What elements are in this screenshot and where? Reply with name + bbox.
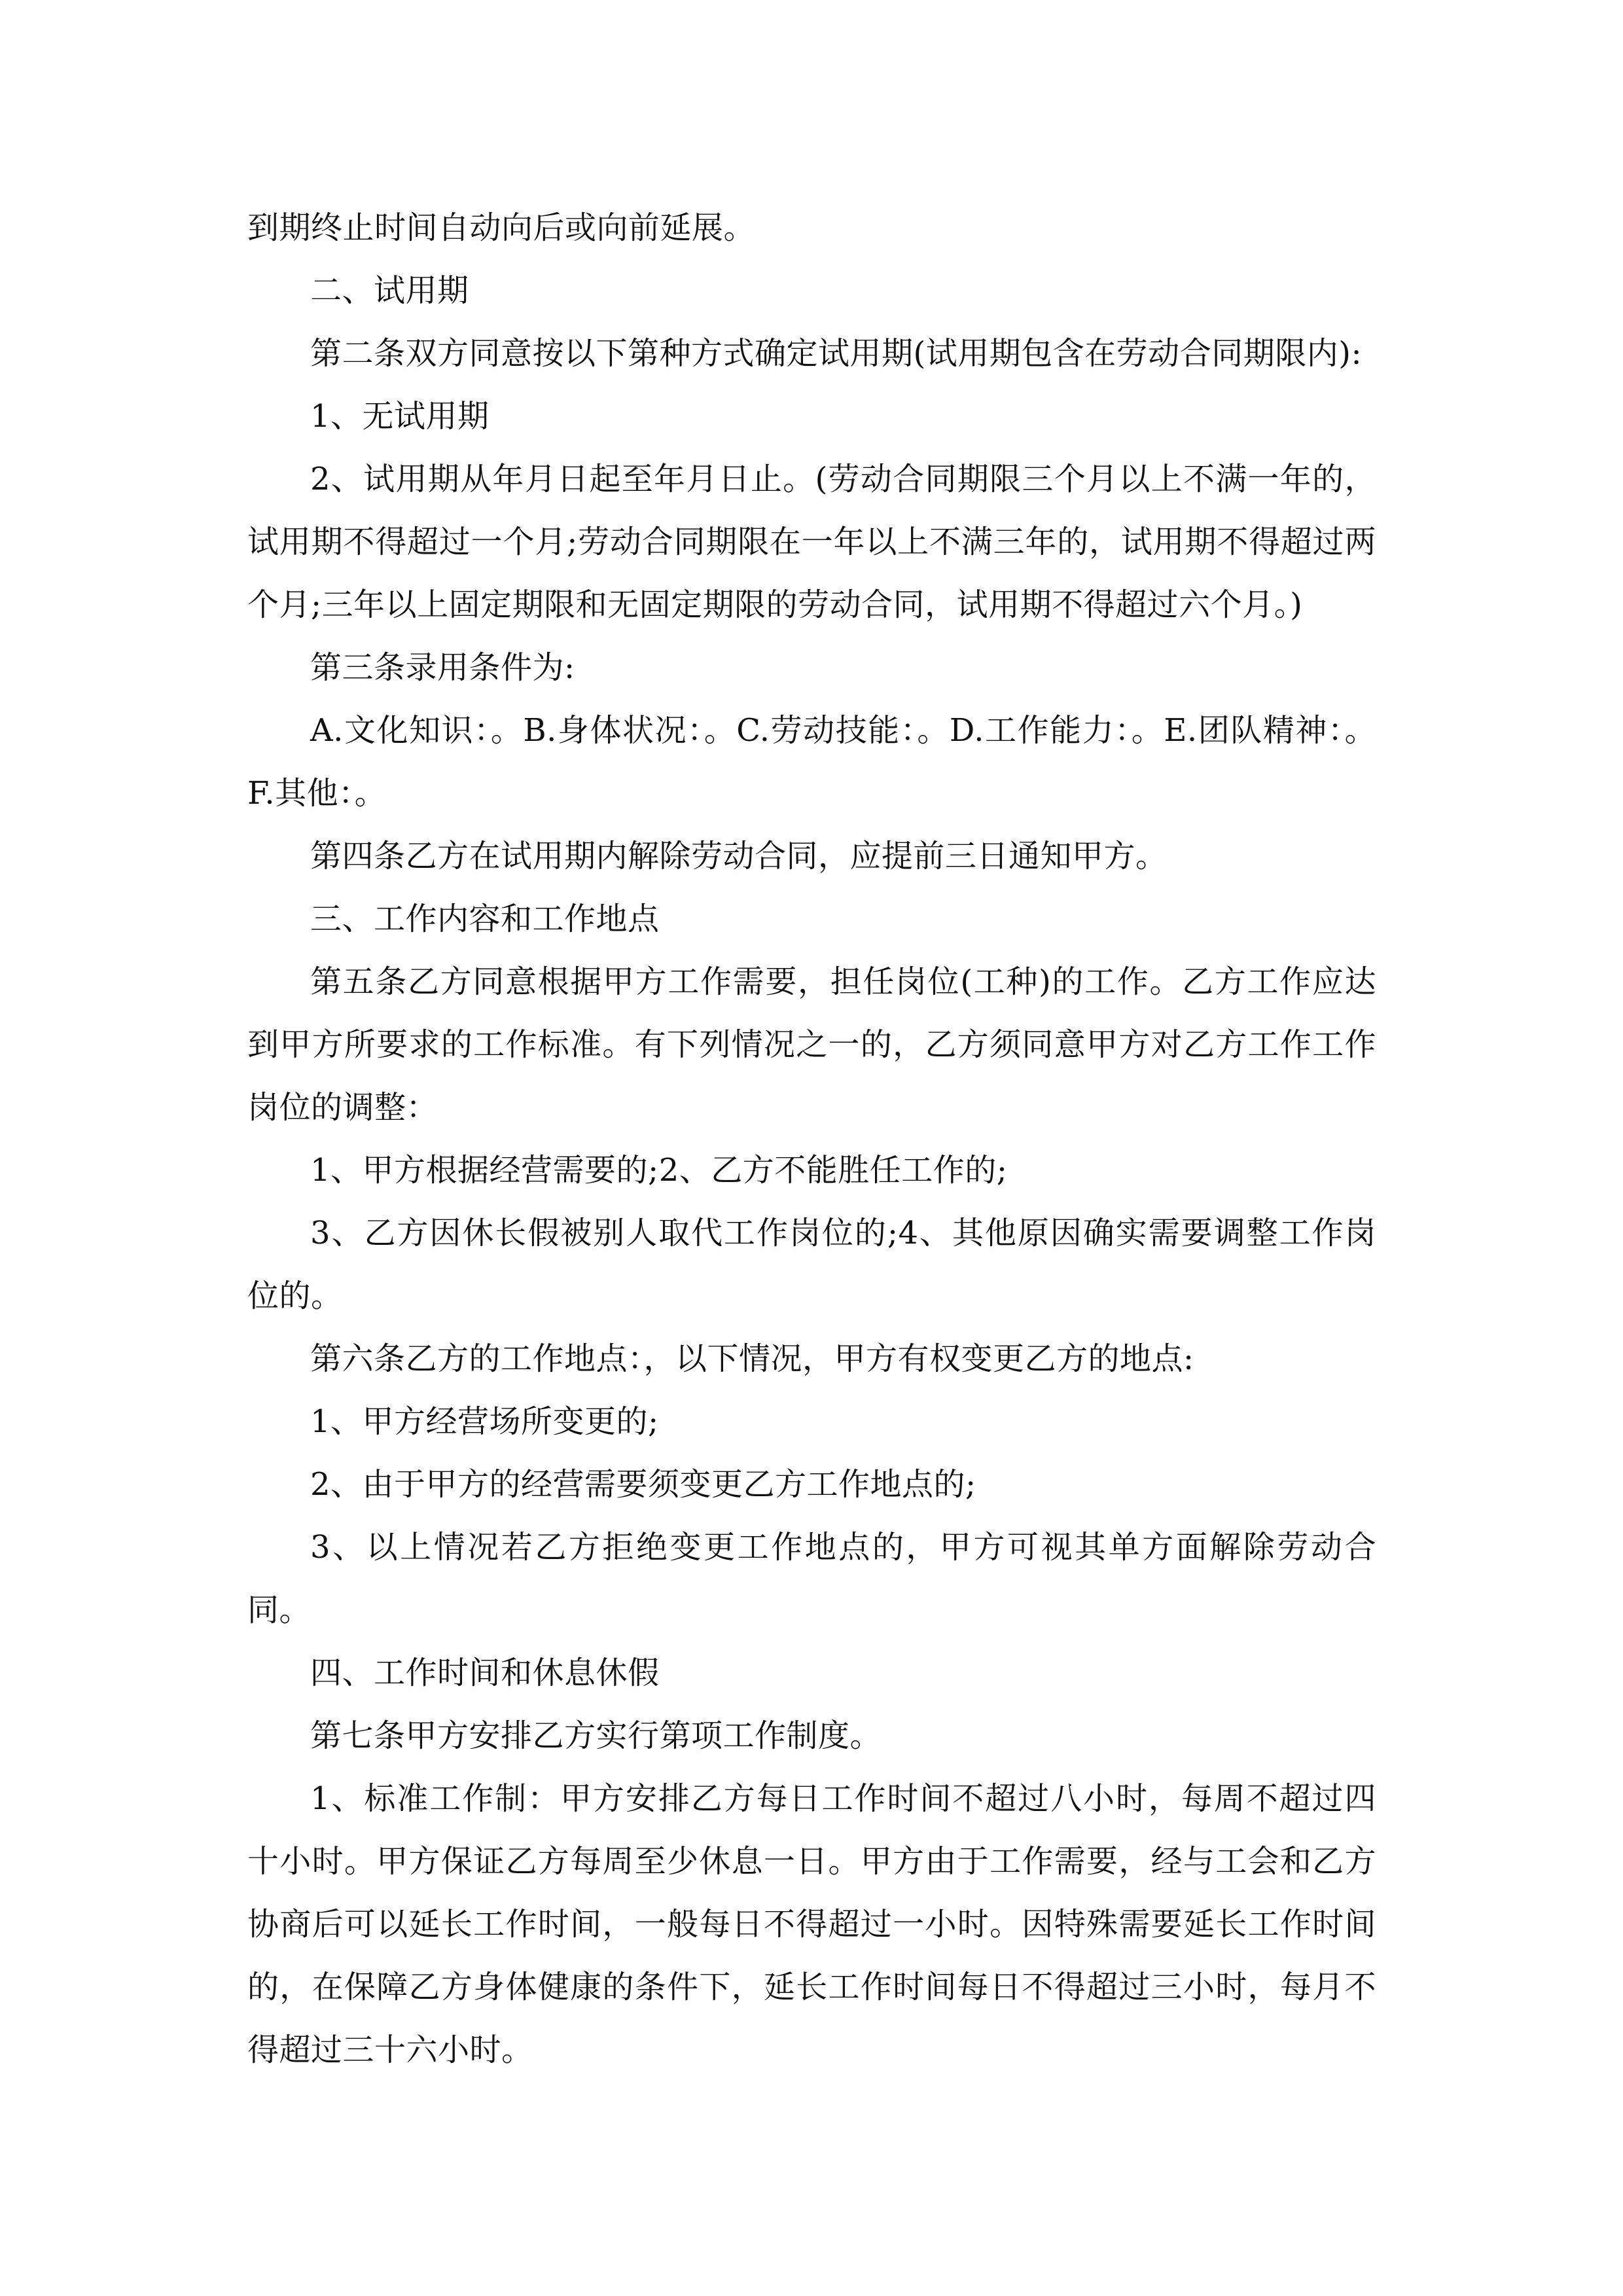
section-heading-work-content: 三、工作内容和工作地点 xyxy=(310,901,660,937)
location-change-item-3: 3、以上情况若乙方拒绝变更工作地点的，甲方可视其单方面解除劳动合同。 xyxy=(247,1529,1376,1628)
adjustment-items-3-4: 3、乙方因休长假被别人取代工作岗位的;4、其他原因确实需要调整工作岗位的。 xyxy=(247,1215,1376,1314)
standard-work-system: 1、标准工作制：甲方安排乙方每日工作时间不超过八小时，每周不超过四十小时。甲方保证乙方每周至少休息一日。甲方由于工作需要，经与工会和乙方协商后可以延长工作时间，一般每日不得超过一小时。因特殊需要延长工作时间的，在保障乙方身体健康的条件下，延长工作时间每日不得超过三小时，每月不得超过三十六小时。 xyxy=(247,1780,1376,2068)
document-body xyxy=(247,196,1376,2081)
article-3: 第三条录用条件为: xyxy=(310,649,575,686)
article-2: 第二条双方同意按以下第种方式确定试用期(试用期包含在劳动合同期限内): xyxy=(310,335,1363,372)
article-7: 第七条甲方安排乙方实行第项工作制度。 xyxy=(310,1717,882,1754)
article-4: 第四条乙方在试用期内解除劳动合同，应提前三日通知甲方。 xyxy=(310,838,1168,874)
option-no-probation: 1、无试用期 xyxy=(310,398,490,435)
location-change-item-2: 2、由于甲方的经营需要须变更乙方工作地点的; xyxy=(310,1466,976,1503)
hiring-conditions: A.文化知识：。B.身体状况：。C.劳动技能：。D.工作能力：。E.团队精神：。F.其他：。 xyxy=(247,712,1376,812)
option-probation-period: 2、试用期从年月日起至年月日止。(劳动合同期限三个月以上不满一年的，试用期不得超过一个月;劳动合同期限在一年以上不满三年的，试用期不得超过两个月;三年以上固定期限和无固定期限的劳动合同，试用期不得超过六个月。) xyxy=(247,461,1376,623)
article-6: 第六条乙方的工作地点：，以下情况，甲方有权变更乙方的地点: xyxy=(310,1340,1194,1377)
section-heading-work-hours: 四、工作时间和休息休假 xyxy=(310,1655,660,1691)
article-5: 第五条乙方同意根据甲方工作需要，担任岗位(工种)的工作。乙方工作应达到甲方所要求的工作标准。有下列情况之一的，乙方须同意甲方对乙方工作工作岗位的调整： xyxy=(247,963,1376,1126)
adjustment-items-1-2: 1、甲方根据经营需要的;2、乙方不能胜任工作的; xyxy=(310,1152,1008,1189)
paragraph-continuation: 到期终止时间自动向后或向前延展。 xyxy=(247,209,756,246)
location-change-item-1: 1、甲方经营场所变更的; xyxy=(310,1403,659,1440)
section-heading-probation: 二、试用期 xyxy=(310,272,469,309)
